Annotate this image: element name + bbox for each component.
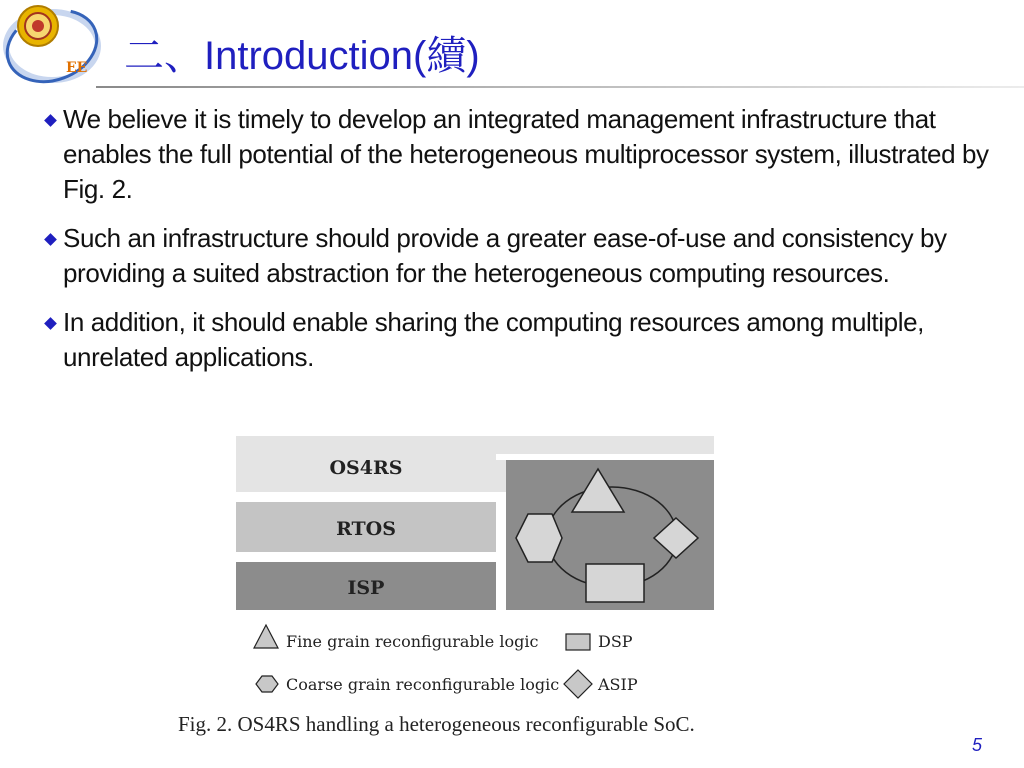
diamond-bullet-icon	[44, 317, 57, 330]
diamond-bullet-icon	[44, 114, 57, 127]
figure-caption: Fig. 2. OS4RS handling a heterogeneous reconfigurable SoC.	[178, 712, 695, 736]
logo	[2, 2, 102, 86]
logo-text: EE	[66, 60, 88, 76]
bullet-text: We believe it is timely to develop an integrated management infrastructure that enables the full potential of the heterogeneous multiprocessor system, illustrated by Fig. 2.	[63, 104, 989, 204]
bullet-item	[44, 221, 1004, 291]
rectangle-legend-icon	[566, 634, 590, 650]
legend-fine-grain: Fine grain reconfigurable logic	[286, 632, 539, 651]
bullet-list	[44, 102, 1004, 389]
bullet-text: In addition, it should enable sharing the computing resources among multiple, unrelated applications.	[63, 307, 924, 372]
slide-title: 二、Introduction(續)	[124, 34, 480, 78]
legend-coarse-grain: Coarse grain reconfigurable logic	[286, 675, 560, 694]
rectangle-shape	[586, 564, 644, 602]
slide-number: 5	[971, 735, 982, 755]
legend-dsp: DSP	[598, 632, 633, 651]
title-divider	[96, 86, 1024, 88]
os4rs-label: OS4RS	[329, 457, 403, 479]
isp-label: ISP	[347, 577, 385, 599]
logo-graphic	[2, 2, 102, 86]
rtos-label: RTOS	[336, 518, 396, 540]
bullet-item	[44, 102, 1004, 207]
diamond-bullet-icon	[44, 233, 57, 246]
hexagon-legend-icon	[256, 676, 278, 692]
legend-asip: ASIP	[598, 675, 638, 694]
diamond-legend-icon	[564, 670, 592, 698]
figure-2	[170, 432, 790, 744]
bullet-text: Such an infrastructure should provide a greater ease-of-use and consistency by providing a suited abstraction for the heterogeneous computing resources.	[63, 223, 947, 288]
bullet-item	[44, 305, 1004, 375]
soc-diagram	[170, 432, 790, 744]
triangle-legend-icon	[254, 625, 278, 648]
